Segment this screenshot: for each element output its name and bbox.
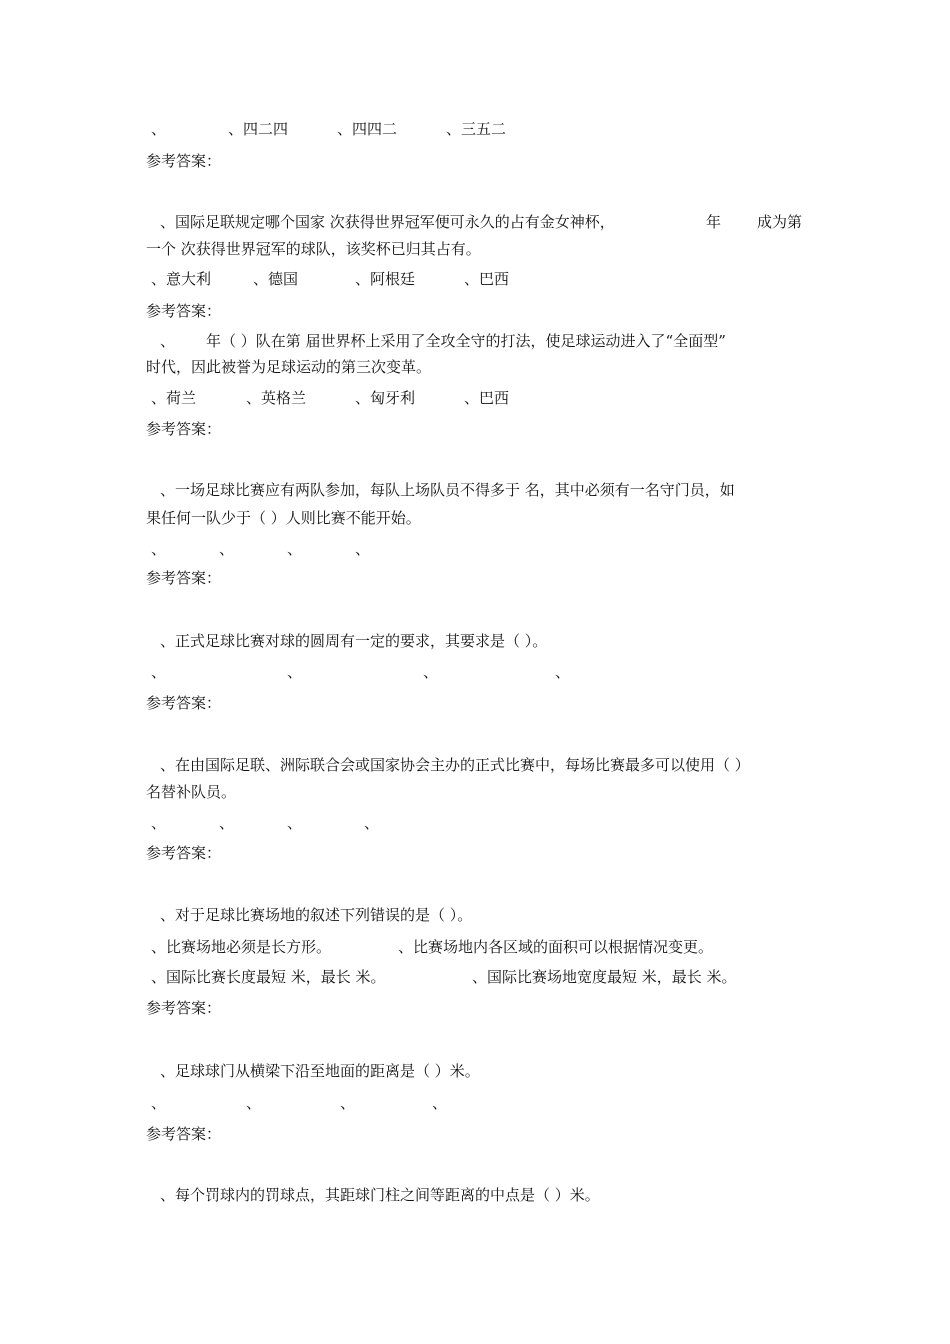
q5-option-b: 、: [219, 814, 235, 832]
q5-option-a: 、: [151, 814, 167, 832]
q2-option-c: 、匈牙利: [355, 389, 416, 407]
q3-stem-line1: 、一场足球比赛应有两队参加，每队上场队员不得多于 名，其中必须有一名守门员，如: [160, 481, 735, 499]
q1-option-c: 、阿根廷: [355, 270, 416, 288]
q6-answer-label: 参考答案：: [146, 999, 222, 1017]
q7-option-b: 、: [246, 1094, 262, 1112]
q6-stem-line1: 、对于足球比赛场地的叙述下列错误的是（ ）。: [160, 906, 473, 924]
q0-option-a: 、: [151, 120, 167, 138]
q2-option-b: 、英格兰: [246, 389, 307, 407]
q4-option-d: 、: [555, 663, 571, 681]
q7-option-d: 、: [432, 1094, 448, 1112]
q0-answer-label: 参考答案：: [146, 152, 222, 170]
q5-stem-line1: 、在由国际足联、洲际联合会或国家协会主办的正式比赛中，每场比赛最多可以使用（ ）: [160, 756, 750, 774]
q2-stem-line1: 、: [160, 332, 176, 350]
q4-option-c: 、: [423, 663, 439, 681]
q3-option-d: 、: [355, 540, 371, 558]
q1-answer-label: 参考答案：: [146, 302, 222, 320]
q6-option-a: 、比赛场地必须是长方形。: [151, 938, 332, 956]
q3-answer-label: 参考答案：: [146, 569, 222, 587]
q2-stem-line1b: 年（ ）队在第 届世界杯上采用了全攻全守的打法，使足球运动进入了“全面型”: [206, 332, 726, 350]
q2-stem-line2: 时代，因此被誉为足球运动的第三次变革。: [146, 358, 432, 376]
q7-option-a: 、: [151, 1094, 167, 1112]
q1-option-a: 、意大利: [151, 270, 212, 288]
q5-stem-line2: 名替补队员。: [146, 783, 237, 801]
q2-answer-label: 参考答案：: [146, 420, 222, 438]
q3-stem-line2: 果任何一队少于（ ）人则比赛不能开始。: [146, 509, 421, 527]
q1-stem-line2: 一个 次获得世界冠军的球队，该奖杯已归其占有。: [146, 240, 481, 258]
q5-answer-label: 参考答案：: [146, 844, 222, 862]
q4-stem-line1: 、正式足球比赛对球的圆周有一定的要求，其要求是（ ）。: [160, 632, 548, 650]
q6-option-d: 、国际比赛场地宽度最短 米，最长 米。: [472, 968, 737, 986]
q4-option-b: 、: [287, 663, 303, 681]
q0-option-b: 、四二四: [228, 120, 289, 138]
q3-option-b: 、: [219, 540, 235, 558]
q2-option-d: 、巴西: [464, 389, 510, 407]
q3-option-a: 、: [151, 540, 167, 558]
q1-stem-year: 年: [706, 213, 722, 231]
q7-answer-label: 参考答案：: [146, 1125, 222, 1143]
q2-option-a: 、荷兰: [151, 389, 197, 407]
q6-option-c: 、国际比赛长度最短 米，最长 米。: [151, 968, 386, 986]
q4-answer-label: 参考答案：: [146, 694, 222, 712]
q1-stem-tail: 成为第: [757, 213, 803, 231]
q8-stem-line1: 、每个罚球内的罚球点，其距球门柱之间等距离的中点是（ ）米。: [160, 1186, 600, 1204]
q5-option-c: 、: [287, 814, 303, 832]
q5-option-d: 、: [364, 814, 380, 832]
q7-stem-line1: 、足球球门从横梁下沿至地面的距离是（ ）米。: [160, 1062, 480, 1080]
q1-stem-line1: 、国际足联规定哪个国家 次获得世界冠军便可永久的占有金女神杯，: [160, 213, 615, 231]
q3-option-c: 、: [287, 540, 303, 558]
q1-option-d: 、巴西: [464, 270, 510, 288]
q6-option-b: 、比赛场地内各区域的面积可以根据情况变更。: [398, 938, 714, 956]
q7-option-c: 、: [340, 1094, 356, 1112]
q1-option-b: 、德国: [253, 270, 299, 288]
q0-option-d: 、三五二: [446, 120, 507, 138]
q4-option-a: 、: [151, 663, 167, 681]
q0-option-c: 、四四二: [337, 120, 398, 138]
